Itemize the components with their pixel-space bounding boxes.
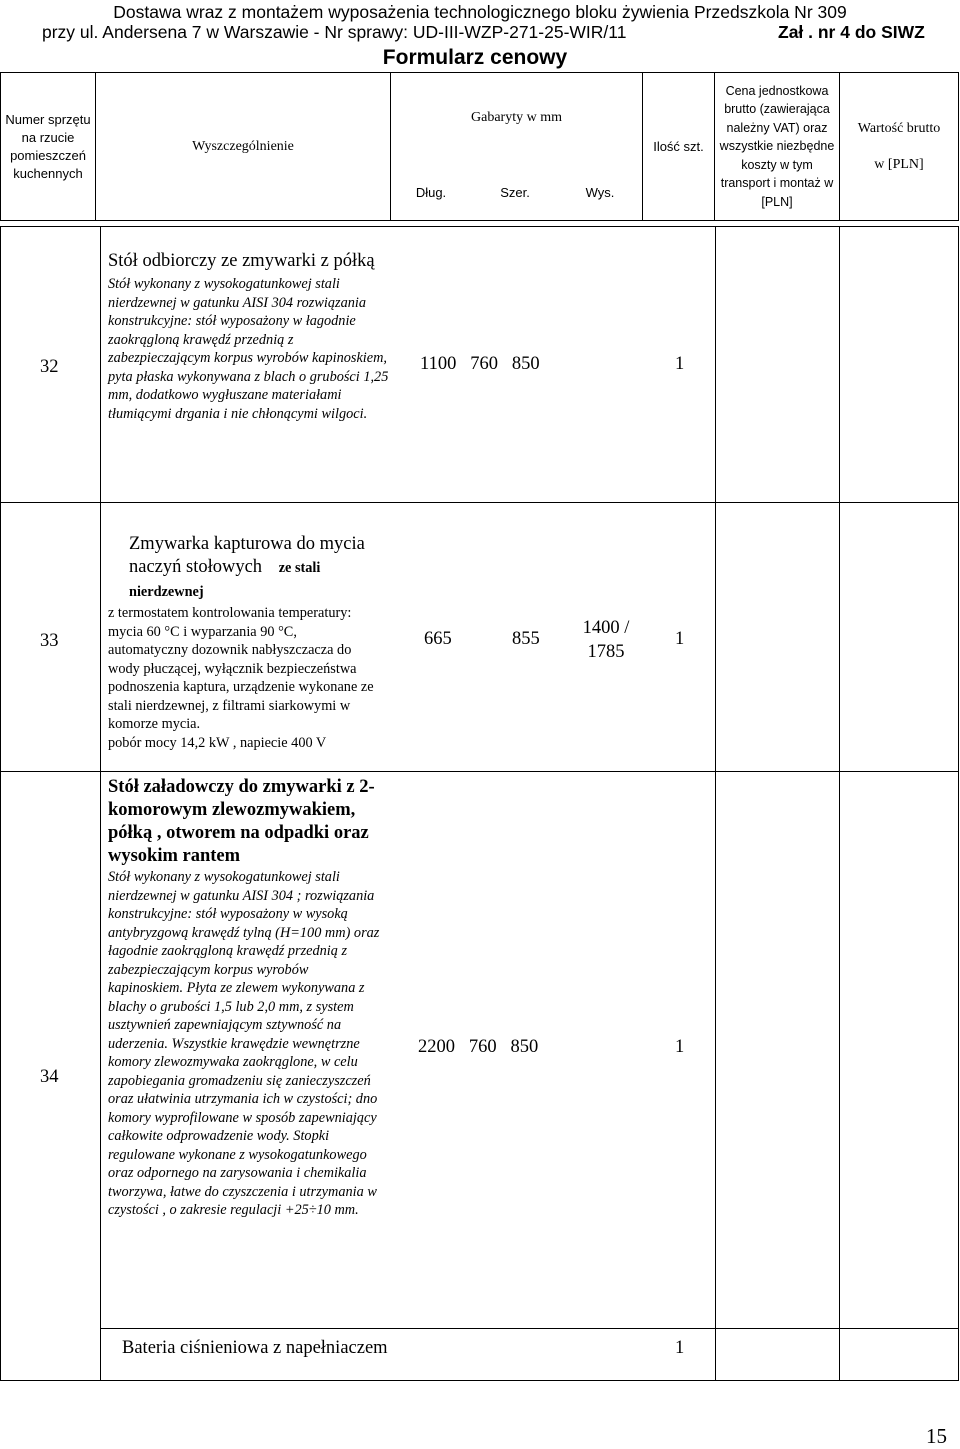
attachment-label: Zał . nr 4 do SIWZ <box>778 22 925 42</box>
table-border-bottom <box>0 1380 959 1381</box>
item-dimensions: 2200 760 850 <box>418 1037 539 1057</box>
header-total-value: Wartość brutto w [PLN] <box>857 120 941 172</box>
item-quantity: 1 <box>675 1037 685 1057</box>
table-border-left <box>0 226 1 1381</box>
header-divider <box>714 72 715 221</box>
item-quantity: 1 <box>675 354 685 374</box>
header-border-bottom <box>0 220 959 221</box>
header-unit-price: Cena jednostkowa brutto (zawierająca należny VAT) oraz wszystkie niezbędne koszty w tym transport i montaż w [PLN] <box>719 83 835 209</box>
row-divider <box>100 1328 959 1329</box>
item-quantity: 1 <box>675 629 685 649</box>
header-specification: Wyszczególnienie <box>192 138 294 154</box>
item-title: Stół załadowczy do zmywarki z 2- komorowym zlewozmywakiem, półką , otworem na odpadki oraz wysokim rantem <box>108 777 375 866</box>
item-description <box>108 250 398 423</box>
item-height: 1400 / 1785 <box>582 618 630 662</box>
column-divider <box>100 226 101 1381</box>
table-border-top <box>0 226 959 227</box>
row-number: 34 <box>40 1067 59 1087</box>
item-length: 665 <box>424 629 452 649</box>
header-border-right <box>958 72 959 221</box>
item-title: Zmywarka kapturowa do mycia naczyń stołowych ze stali nierdzewnej <box>129 534 365 600</box>
extra-item-label: Bateria ciśnieniowa z napełniaczem <box>122 1338 388 1358</box>
page-number: 15 <box>926 1424 947 1448</box>
row-divider <box>0 771 959 772</box>
row-divider <box>0 502 959 503</box>
item-details: z termostatem kontrolowania temperatury: mycia 60 °C i wyparzania 90 °C, automatyczny dozownik nabłyszczacza do wody płuczącej, wyłącznik bezpieczeństwa podnoszenia kaptura, urządzenie wykonane ze stali nierdzewnej, z filtrami siarkowymi w komorze mycia. <box>108 605 374 732</box>
item-details: Stół wykonany z wysokogatunkowej stali nierdzewnej w gatunku AISI 304 ; rozwiązania konstrukcyjne: stół wyposażony w wysoką antybryzgową krawędź tylną (H=100 mm) oraz łagodnie zaokrągloną krawędź przednią z zabezpieczającym korpus wyrobów kapinoskiem. Płyta ze zlewem wykonywana z blachy o grubości 1,5 lub 2,0 mm, z system usztywnień zapewniającym sztywność na uderzenia. Wszystkie krawędzie wewnętrzne komory zlewozmywaka zaokrąglone, w celu zapobiegania gromadzeniu się zanieczyszczeń oraz ułatwinia utrzymania ich w czystości; dno komory wyprofilowane w sposób zapewniający całkowite odprowadzenie wody. Stopki regulowane wykonane z wysokogatunkowego oraz odpornego na zarysowania i chemikalia tworzywa, łatwe do czyszczenia i utrzymania w czystości , o zakresie regulacji +25÷10 mm. <box>108 869 380 1218</box>
item-dimensions: 1100 760 850 <box>420 354 540 374</box>
header-dimensions: Gabaryty w mm <box>471 110 562 125</box>
row-number: 32 <box>40 357 59 377</box>
row-number: 33 <box>40 631 59 651</box>
header-length: Dług. <box>415 185 447 200</box>
column-divider <box>715 226 716 1381</box>
column-divider <box>839 226 840 1381</box>
item-description <box>108 533 380 752</box>
item-width: 855 <box>512 629 540 649</box>
extra-item-quantity: 1 <box>675 1338 685 1358</box>
header-width: Szer. <box>500 185 530 200</box>
case-number: przy ul. Andersena 7 w Warszawie - Nr sprawy: UD-III-WZP-271-25-WIR/11 <box>42 22 627 42</box>
item-details: Stół wykonany z wysokogatunkowej stali nierdzewnej w gatunku AISI 304 rozwiązania konstrukcyjne: stół wyposażony w łagodnie zaokrągloną krawędź przednią z zabezpieczającym korpus wyrobów kapinoskiem, pyta płaska wykonywana z blach o grubości 1,25 mm, dodatkowo wygłuszane materiałami tłumiącymi drgania i nie chłonącymi wilgoci. <box>108 276 389 422</box>
table-border-right <box>958 226 959 1381</box>
document-title-line1: Dostawa wraz z montażem wyposażenia technologicznego bloku żywienia Przedszkola Nr 309 <box>113 2 847 22</box>
header-quantity: Ilość szt. <box>653 138 704 154</box>
header-height: Wys. <box>585 185 615 200</box>
item-description <box>108 776 384 1220</box>
header-equipment-number: Numer sprzętu na rzucie pomieszczeń kuchennych <box>5 111 91 181</box>
item-title: Stół odbiorczy ze zmywarki z półką <box>108 251 375 271</box>
item-power: pobór mocy 14,2 kW , napiecie 400 V <box>108 734 327 751</box>
form-title: Formularz cenowy <box>382 46 568 69</box>
